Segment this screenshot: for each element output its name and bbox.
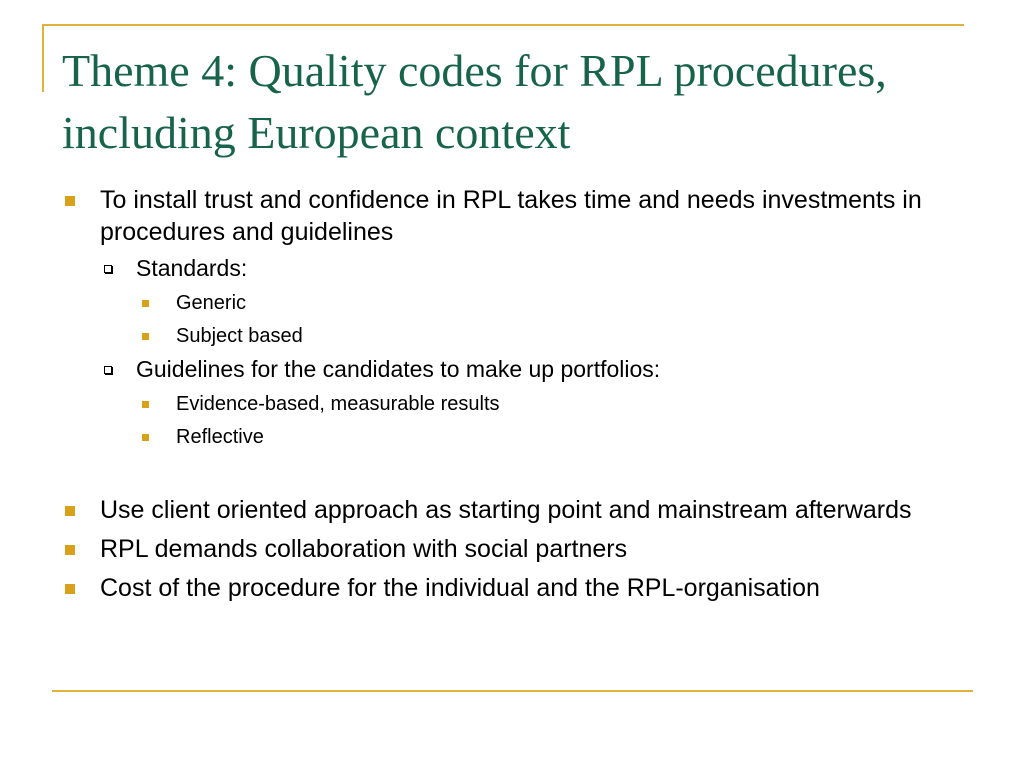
filled-square-bullet-icon	[65, 584, 75, 594]
sub-sub-bullet-text: Generic	[176, 292, 247, 314]
bullet-text: RPL demands collaboration with social partners	[100, 535, 628, 563]
filled-square-bullet-icon	[65, 196, 75, 206]
bullet-text: Use client oriented approach as starting point and mainstream afterwards	[100, 496, 912, 524]
sub-sub-bullet-generic	[138, 290, 982, 316]
bullet-collaboration	[62, 533, 982, 565]
bullet-text: Cost of the procedure for the individual and the RPL-organisation	[100, 574, 820, 602]
slide-title: Theme 4: Quality codes for RPL procedures, including European context	[62, 45, 887, 158]
filled-square-bullet-icon	[142, 333, 149, 340]
filled-square-bullet-icon	[65, 506, 75, 516]
bullet-cost	[62, 572, 982, 604]
bullet-install-trust	[62, 184, 982, 248]
sub-sub-bullet-reflective	[138, 424, 982, 450]
left-accent-line	[42, 24, 44, 92]
hollow-square-bullet-icon	[104, 366, 112, 374]
sub-sub-bullet-evidence-based	[138, 391, 982, 417]
filled-square-bullet-icon	[142, 300, 149, 307]
filled-square-bullet-icon	[65, 545, 75, 555]
sub-bullet-guidelines	[100, 354, 982, 384]
sub-bullet-text: Guidelines for the candidates to make up portfolios:	[136, 356, 661, 382]
filled-square-bullet-icon	[142, 401, 149, 408]
sub-sub-bullet-subject-based	[138, 323, 982, 349]
filled-square-bullet-icon	[142, 434, 149, 441]
bullet-text: To install trust and confidence in RPL takes time and needs investments in procedures and guidelines	[100, 186, 922, 246]
bullet-client-oriented	[62, 494, 982, 526]
hollow-square-bullet-icon	[104, 265, 112, 273]
slide-body	[62, 184, 982, 604]
bottom-accent-line	[52, 690, 973, 692]
sub-sub-bullet-text: Subject based	[176, 325, 303, 347]
sub-bullet-standards	[100, 253, 982, 283]
sub-sub-bullet-text: Reflective	[176, 426, 264, 448]
top-accent-line	[42, 24, 964, 26]
sub-sub-bullet-text: Evidence-based, measurable results	[176, 393, 500, 415]
sub-bullet-text: Standards:	[136, 255, 248, 281]
